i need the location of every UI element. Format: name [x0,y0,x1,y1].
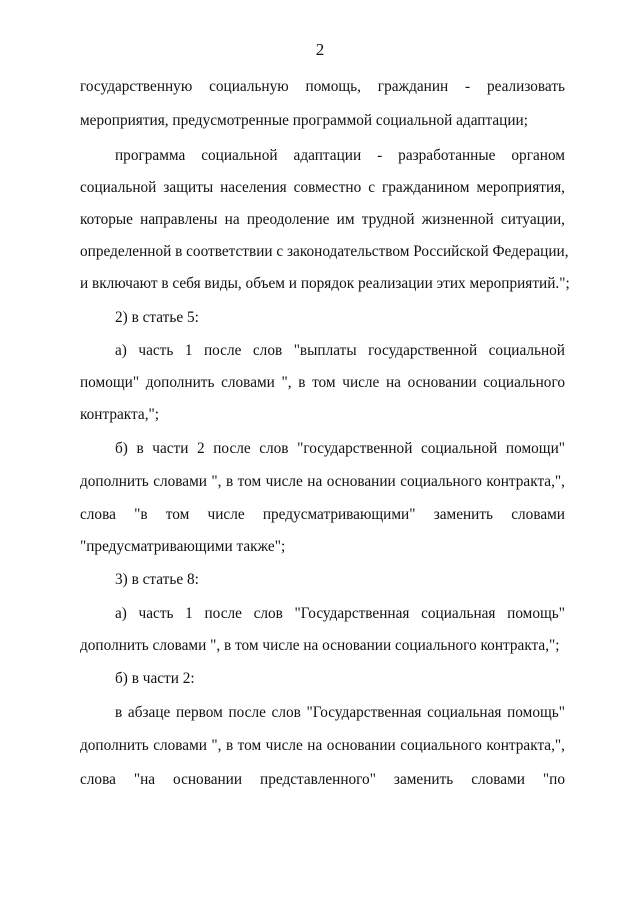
text-line: слова "на основании представленного" заменить словами "по [80,771,565,788]
text-line: определенной в соответствии с законодательством Российской Федерации, [80,243,569,260]
text-line: а) часть 1 после слов "выплаты государственной социальной [115,342,565,359]
text-line: "предусматривающими также"; [80,538,286,555]
text-line: дополнить словами ", в том числе на основании социального контракта,"; [80,637,560,654]
text-line: б) в части 2 после слов "государственной социальной помощи" [115,440,565,457]
text-line: слова "в том числе предусматривающими" заменить словами [80,506,565,523]
text-line: контракта,"; [80,406,160,423]
page-number: 2 [315,40,325,59]
text-line: 3) в статье 8: [115,571,199,588]
text-line: дополнить словами ", в том числе на основании социального контракта,", [80,473,565,490]
text-line: б) в части 2: [115,670,195,687]
text-line: государственную социальную помощь, гражданин - реализовать [80,78,565,95]
text-line: и включают в себя виды, объем и порядок реализации этих мероприятий."; [80,275,570,292]
text-line: социальной защиты населения совместно с гражданином мероприятия, [80,179,565,196]
text-line: которые направлены на преодоление им трудной жизненной ситуации, [80,211,565,228]
text-line: 2) в статье 5: [115,309,199,326]
text-line: программа социальной адаптации - разработанные органом [115,147,565,164]
text-line: а) часть 1 после слов "Государственная социальная помощь" [115,605,565,622]
text-line: в абзаце первом после слов "Государственная социальная помощь" [115,704,565,721]
text-line: мероприятия, предусмотренные программой социальной адаптации; [80,112,528,129]
text-line: помощи" дополнить словами ", в том числе на основании социального [80,374,565,391]
text-line: дополнить словами ", в том числе на основании социального контракта,", [80,737,565,754]
